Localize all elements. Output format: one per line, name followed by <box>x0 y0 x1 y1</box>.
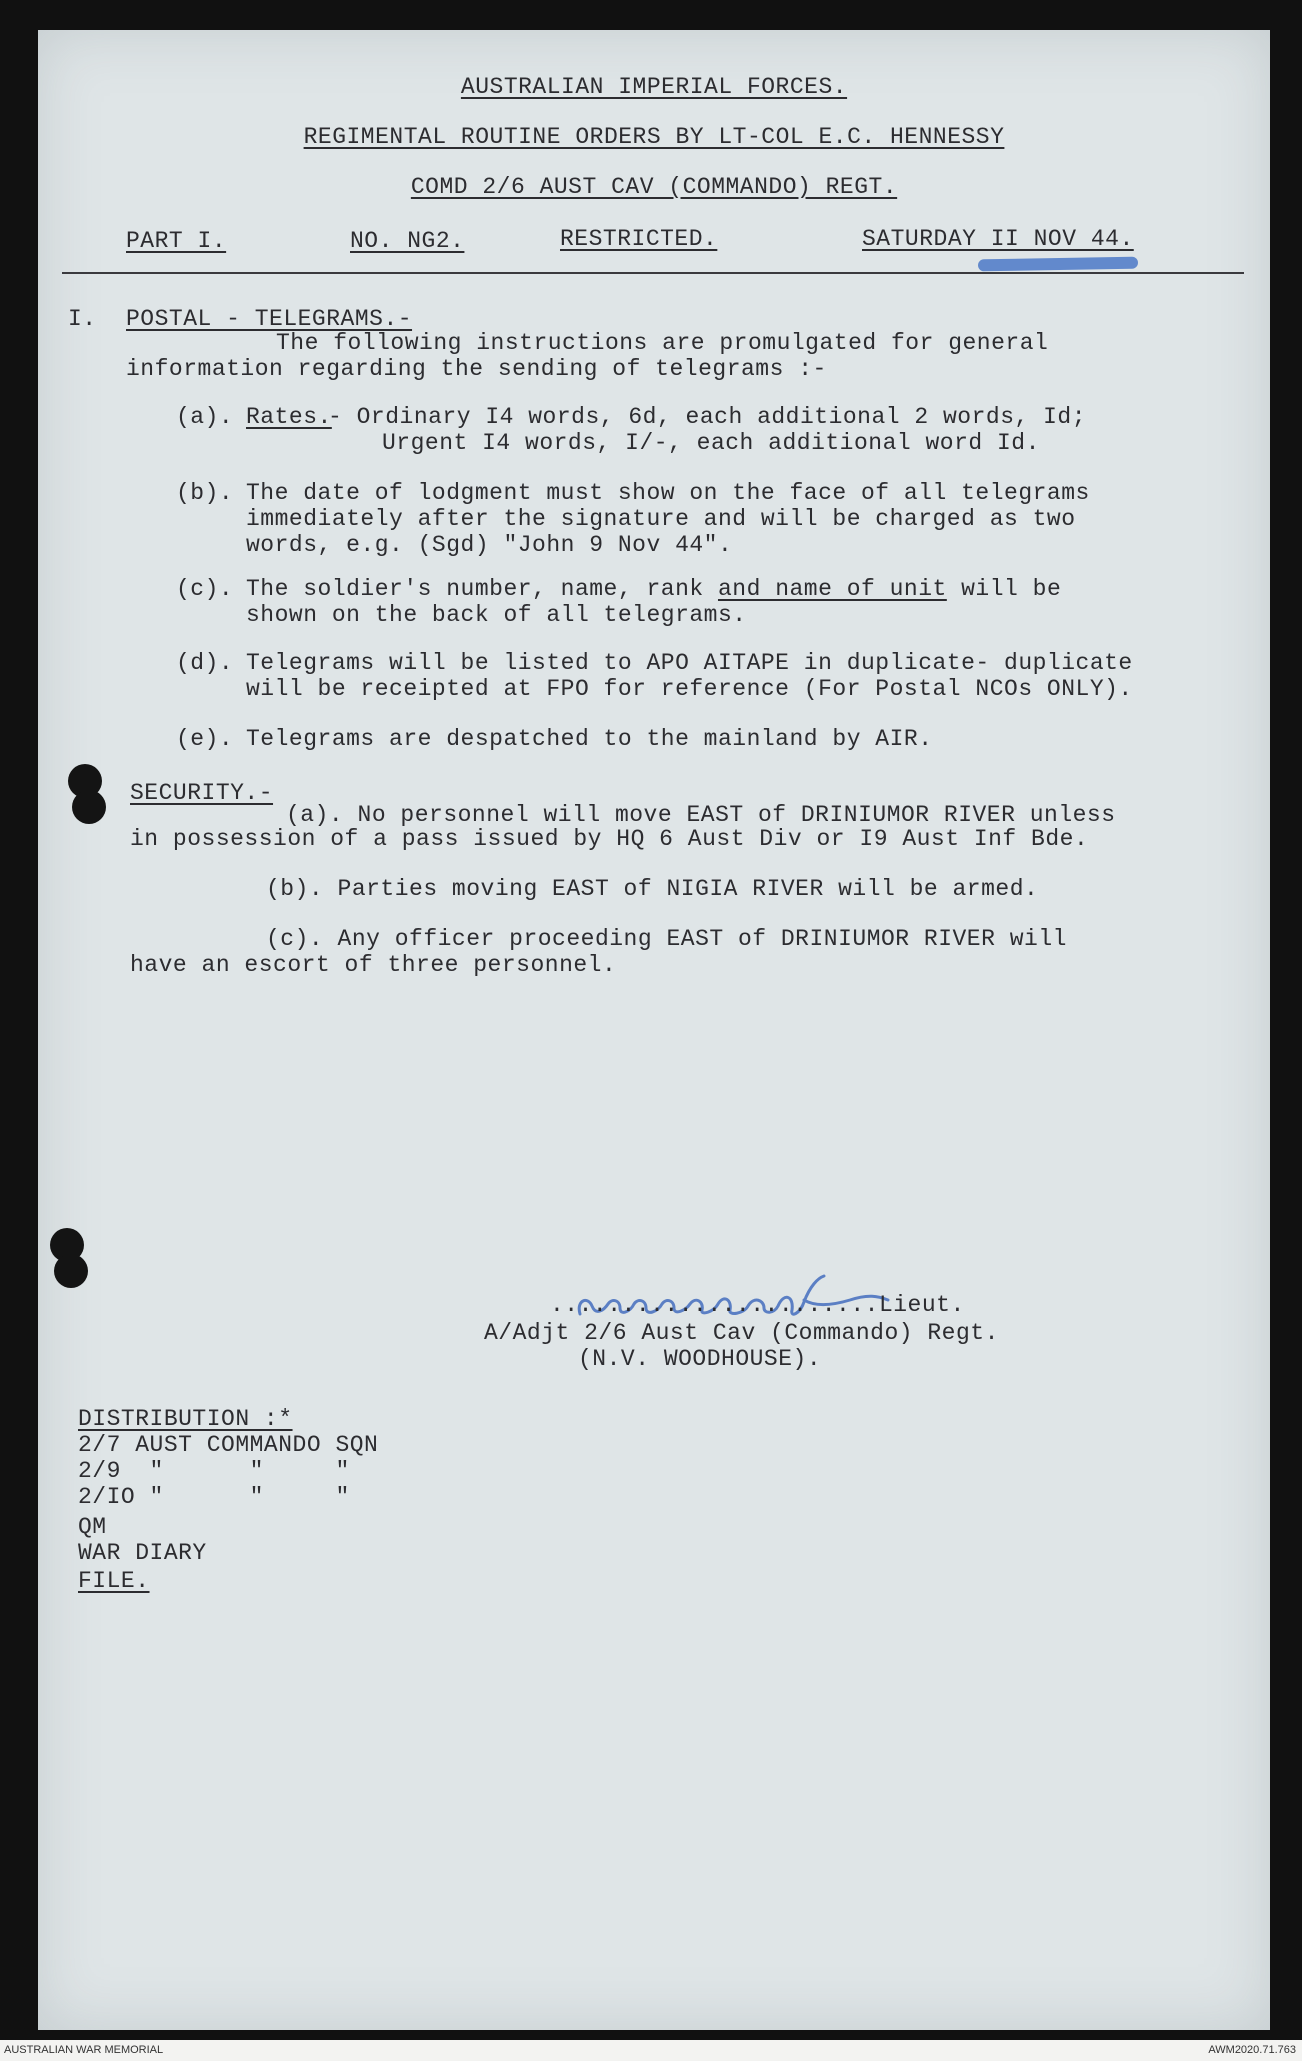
security-c-line-2: have an escort of three personnel. <box>130 952 617 978</box>
order-number: NO. NG2. <box>350 228 465 254</box>
item-a-line-2: Urgent I4 words, I/-, each additional word Id. <box>382 430 1040 456</box>
classification-label: RESTRICTED. <box>560 226 718 252</box>
item-d-label: (d). <box>176 650 234 676</box>
item-e-label: (e). <box>176 726 234 752</box>
item-b-line-3: words, e.g. (Sgd) "John 9 Nov 44". <box>246 532 733 558</box>
distribution-file: FILE. <box>78 1568 150 1594</box>
document-page <box>38 30 1270 2030</box>
security-title: SECURITY.- <box>130 780 274 806</box>
security-c-line-1: (c). Any officer proceeding EAST of DRINIUMOR RIVER will <box>266 926 1067 952</box>
item-c-label: (c). <box>176 576 234 602</box>
blue-crayon-mark <box>978 257 1138 272</box>
section-1-intro-line-1: The following instructions are promulgated for general <box>276 330 1049 356</box>
item-c-line-2: shown on the back of all telegrams. <box>246 602 747 628</box>
section-1-number: I. <box>68 306 97 332</box>
header-orders-line: REGIMENTAL ROUTINE ORDERS BY LT-COL E.C. HENNESSY <box>303 124 1005 150</box>
distribution-item-3: 2/IO " " " <box>78 1484 350 1510</box>
item-c-unit-phrase: and name of unit <box>717 576 947 602</box>
security-a-line-1: (a). No personnel will move EAST of DRINIUMOR RIVER unless <box>286 802 1116 828</box>
item-c-text-end: will be <box>946 576 1062 602</box>
header-divider <box>62 272 1244 274</box>
item-d-line-1: Telegrams will be listed to APO AITAPE in duplicate- duplicate <box>246 650 1133 676</box>
punch-hole-upper-b <box>72 790 106 824</box>
header-command-line: COMD 2/6 AUST CAV (COMMANDO) REGT. <box>410 174 898 200</box>
section-1-title: POSTAL - TELEGRAMS.- <box>126 306 413 332</box>
item-a-line-1: - Ordinary I4 words, 6d, each additional 2 words, Id; <box>328 404 1087 430</box>
header-title: AUSTRALIAN IMPERIAL FORCES. <box>460 74 848 100</box>
item-a-label: (a). <box>176 404 234 430</box>
item-b-label: (b). <box>176 480 234 506</box>
distribution-item-1: 2/7 AUST COMMANDO SQN <box>78 1432 379 1458</box>
archive-name: AUSTRALIAN WAR MEMORIAL <box>4 2044 164 2056</box>
security-b-line-1: (b). Parties moving EAST of NIGIA RIVER will be armed. <box>266 876 1039 902</box>
distribution-item-2: 2/9 " " " <box>78 1458 350 1484</box>
distribution-item-4: QM <box>78 1514 107 1540</box>
distribution-item-5: WAR DIARY <box>78 1540 207 1566</box>
item-c-text-start: The soldier's number, name, rank <box>246 576 718 602</box>
order-date: SATURDAY II NOV 44. <box>862 226 1134 252</box>
item-c-line-1 <box>246 576 1061 602</box>
signature-dots-rank: .......................Lieut. <box>550 1292 965 1318</box>
punch-hole-lower-b <box>54 1254 88 1288</box>
archive-reference: AWM2020.71.763 <box>1208 2044 1296 2056</box>
distribution-title: DISTRIBUTION :* <box>78 1406 293 1432</box>
item-b-line-2: immediately after the signature and will be charged as two <box>246 506 1076 532</box>
item-b-line-1: The date of lodgment must show on the face of all telegrams <box>246 480 1090 506</box>
signature-appointment: A/Adjt 2/6 Aust Cav (Commando) Regt. <box>484 1320 999 1346</box>
signature-name: (N.V. WOODHOUSE). <box>578 1346 822 1372</box>
part-label: PART I. <box>126 228 227 254</box>
section-1-intro-line-2: information regarding the sending of telegrams :- <box>126 356 827 382</box>
archive-footer <box>0 2040 1302 2061</box>
item-a-title: Rates. <box>246 404 332 430</box>
item-e-line-1: Telegrams are despatched to the mainland by AIR. <box>246 726 933 752</box>
security-a-line-2: in possession of a pass issued by HQ 6 Aust Div or I9 Aust Inf Bde. <box>130 826 1089 852</box>
item-d-line-2: will be receipted at FPO for reference (For Postal NCOs ONLY). <box>246 676 1133 702</box>
